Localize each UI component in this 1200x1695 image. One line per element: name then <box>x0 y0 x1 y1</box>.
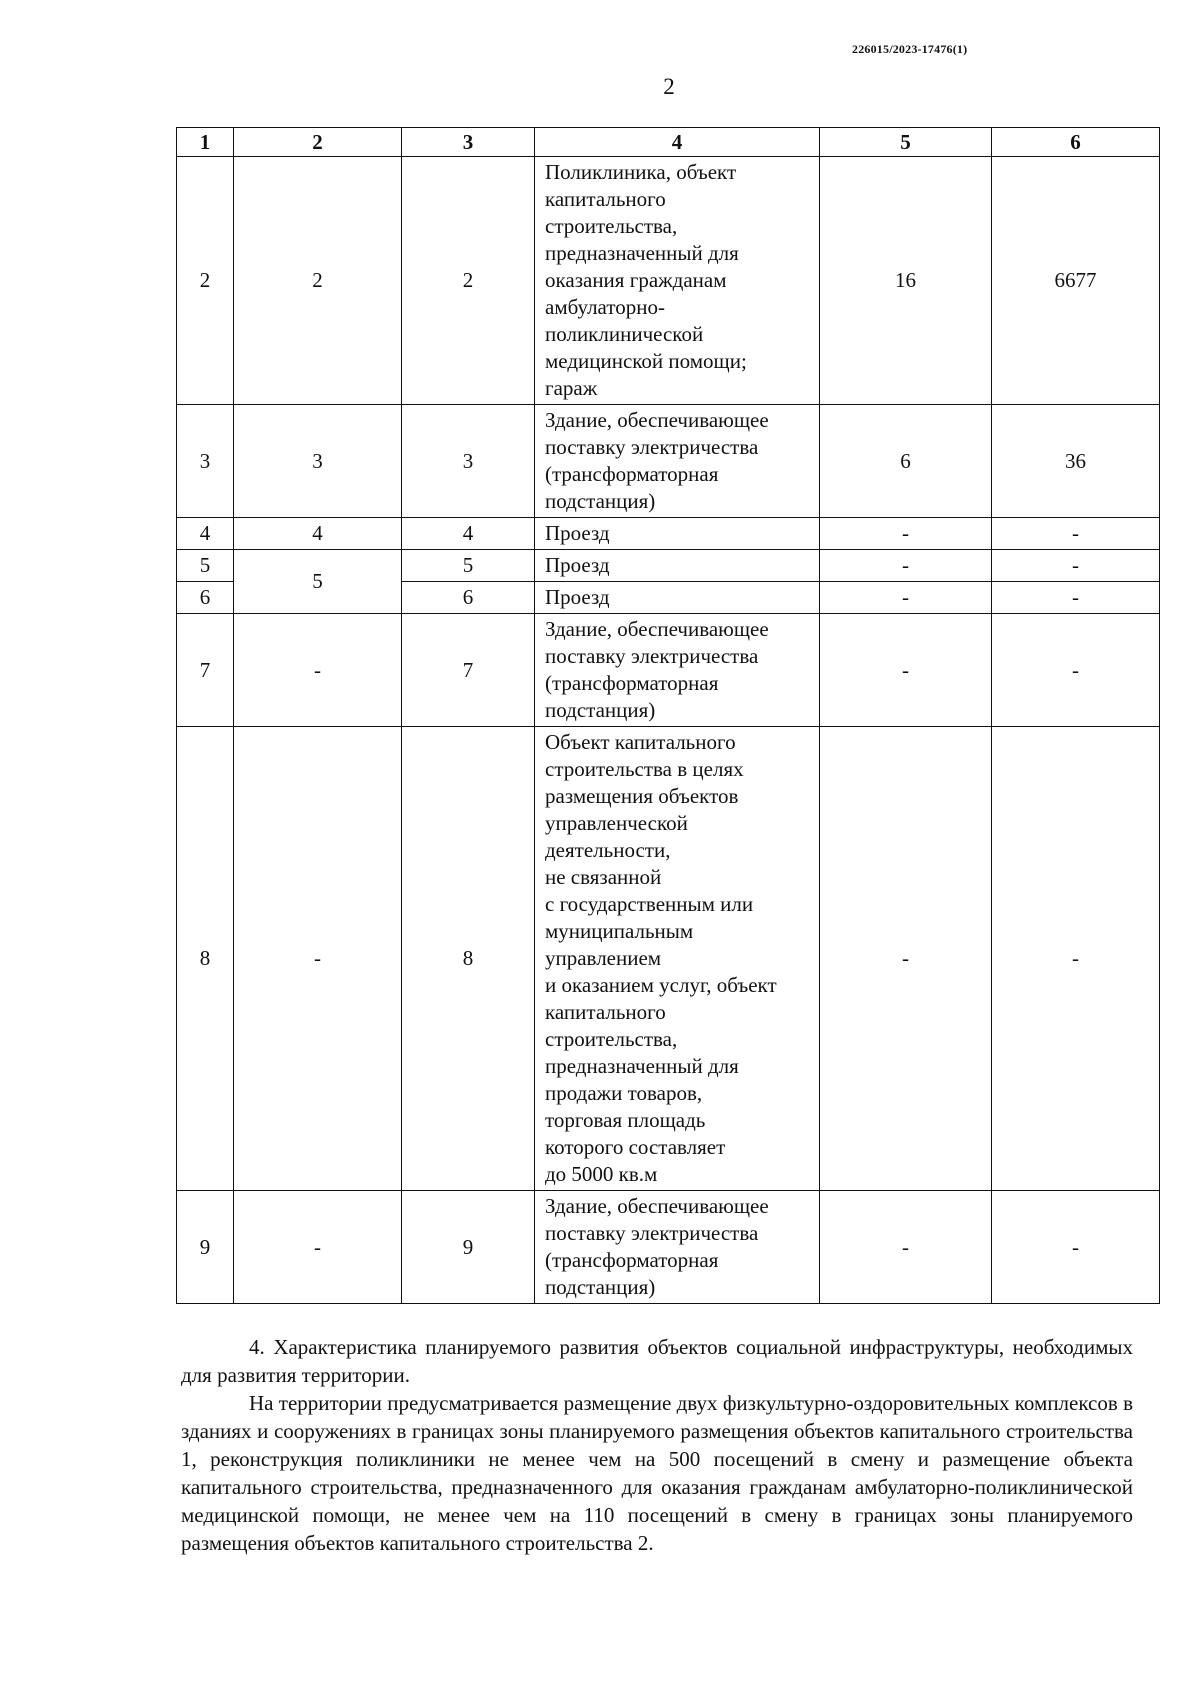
cell-value-6: - <box>992 518 1160 550</box>
cell-value-6: 6677 <box>992 157 1160 405</box>
description-line: (трансформаторная <box>545 462 719 486</box>
cell-zone: - <box>234 1191 402 1304</box>
description-line: строительства в целях <box>545 757 744 781</box>
cell-object-number: 6 <box>402 582 535 614</box>
cell-description <box>535 727 820 1191</box>
cell-value-5: - <box>820 582 992 614</box>
description-line: торговая площадь <box>545 1108 706 1132</box>
cell-number: 9 <box>177 1191 234 1304</box>
cell-object-number: 7 <box>402 614 535 727</box>
cell-value-6: - <box>992 1191 1160 1304</box>
cell-value-6: - <box>992 614 1160 727</box>
description-line: капитального <box>545 1000 666 1024</box>
cell-number: 3 <box>177 405 234 518</box>
description-line: Здание, обеспечивающее <box>545 408 769 432</box>
cell-object-number: 3 <box>402 405 535 518</box>
cell-value-5: - <box>820 550 992 582</box>
description-line: (трансформаторная <box>545 671 719 695</box>
cell-description <box>535 518 820 550</box>
cell-zone: - <box>234 614 402 727</box>
cell-value-6: 36 <box>992 405 1160 518</box>
cell-object-number: 9 <box>402 1191 535 1304</box>
description-line: строительства, <box>545 214 678 238</box>
description-line: муниципальным <box>545 919 694 943</box>
cell-value-6: - <box>992 550 1160 582</box>
table-header-row <box>177 128 1160 157</box>
cell-value-5: 16 <box>820 157 992 405</box>
cell-number: 5 <box>177 550 234 582</box>
description-line: (трансформаторная <box>545 1248 719 1272</box>
column-header: 3 <box>402 128 535 157</box>
description-line: подстанция) <box>545 489 656 513</box>
column-header: 2 <box>234 128 402 157</box>
cell-description <box>535 614 820 727</box>
body-text <box>181 1333 1133 1557</box>
description-line: до 5000 кв.м <box>545 1162 658 1186</box>
cell-value-5: - <box>820 727 992 1191</box>
description-line: деятельности, <box>545 838 671 862</box>
cell-value-6: - <box>992 582 1160 614</box>
description-line: строительства, <box>545 1027 678 1051</box>
cell-number: 8 <box>177 727 234 1191</box>
description-line: Здание, обеспечивающее <box>545 617 769 641</box>
description-line: управленческой <box>545 811 688 835</box>
table-row <box>177 1191 1160 1304</box>
table-row <box>177 550 1160 582</box>
description-line: поставку электричества <box>545 644 759 668</box>
description-line: поликлинической <box>545 322 704 346</box>
column-header: 4 <box>535 128 820 157</box>
table-row <box>177 518 1160 550</box>
description-line: которого составляет <box>545 1135 726 1159</box>
body-paragraph: На территории предусматривается размещение двух физкультурно-оздоровительных комплексов в зданиях и сооружениях в границах зоны планируемого размещения объектов капитального строительства 1, реконструкция поликлиники не менее чем на 500 посещений в смену и размещение объекта капитального строительства, предназначенного для оказания гражданам амбулаторно-поликлинической медицинской помощи, не менее чем на 110 посещений в смену в границах зоны планируемого размещения объектов капитального строительства 2. <box>181 1391 1133 1555</box>
cell-object-number: 8 <box>402 727 535 1191</box>
page-number: 2 <box>663 74 675 99</box>
cell-value-5: 6 <box>820 405 992 518</box>
description-line: подстанция) <box>545 1275 656 1299</box>
cell-number: 4 <box>177 518 234 550</box>
cell-number: 2 <box>177 157 234 405</box>
description-line: поставку электричества <box>545 435 759 459</box>
description-line: гараж <box>545 376 598 400</box>
cell-object-number: 4 <box>402 518 535 550</box>
description-line: с государственным или <box>545 892 754 916</box>
column-header: 6 <box>992 128 1160 157</box>
description-line: капитального <box>545 187 666 211</box>
cell-number: 7 <box>177 614 234 727</box>
description-line: Проезд <box>545 585 610 609</box>
description-line: предназначенный для <box>545 1054 739 1078</box>
description-line: Здание, обеспечивающее <box>545 1194 769 1218</box>
cell-value-5: - <box>820 518 992 550</box>
column-header: 5 <box>820 128 992 157</box>
cell-description <box>535 157 820 405</box>
description-line: амбулаторно- <box>545 295 665 319</box>
table-row <box>177 157 1160 405</box>
section-heading-paragraph: 4. Характеристика планируемого развития объектов социальной инфраструктуры, необходимых для развития территории. <box>181 1335 1133 1387</box>
objects-table <box>176 127 1160 1304</box>
cell-zone: 5 <box>234 550 402 614</box>
description-line: Объект капитального <box>545 730 736 754</box>
cell-zone: 3 <box>234 405 402 518</box>
table-row <box>177 614 1160 727</box>
description-line: медицинской помощи; <box>545 349 747 373</box>
description-line: оказания гражданам <box>545 268 727 292</box>
description-line: поставку электричества <box>545 1221 759 1245</box>
cell-value-5: - <box>820 614 992 727</box>
description-line: подстанция) <box>545 698 656 722</box>
cell-object-number: 5 <box>402 550 535 582</box>
description-line: продажи товаров, <box>545 1081 703 1105</box>
cell-number: 6 <box>177 582 234 614</box>
document-id: 226015/2023-17476(1) <box>852 42 968 56</box>
cell-value-6: - <box>992 727 1160 1191</box>
description-line: и оказанием услуг, объект <box>545 973 777 997</box>
table-row <box>177 405 1160 518</box>
cell-object-number: 2 <box>402 157 535 405</box>
cell-zone: 2 <box>234 157 402 405</box>
description-line: Проезд <box>545 553 610 577</box>
description-line: предназначенный для <box>545 241 739 265</box>
cell-description <box>535 405 820 518</box>
column-header: 1 <box>177 128 234 157</box>
cell-value-5: - <box>820 1191 992 1304</box>
cell-description <box>535 582 820 614</box>
description-line: управлением <box>545 946 662 970</box>
description-line: не связанной <box>545 865 662 889</box>
cell-zone: - <box>234 727 402 1191</box>
description-line: Поликлиника, объект <box>545 160 737 184</box>
cell-zone: 4 <box>234 518 402 550</box>
table-row <box>177 727 1160 1191</box>
description-line: размещения объектов <box>545 784 739 808</box>
cell-description <box>535 1191 820 1304</box>
description-line: Проезд <box>545 521 610 545</box>
cell-description <box>535 550 820 582</box>
